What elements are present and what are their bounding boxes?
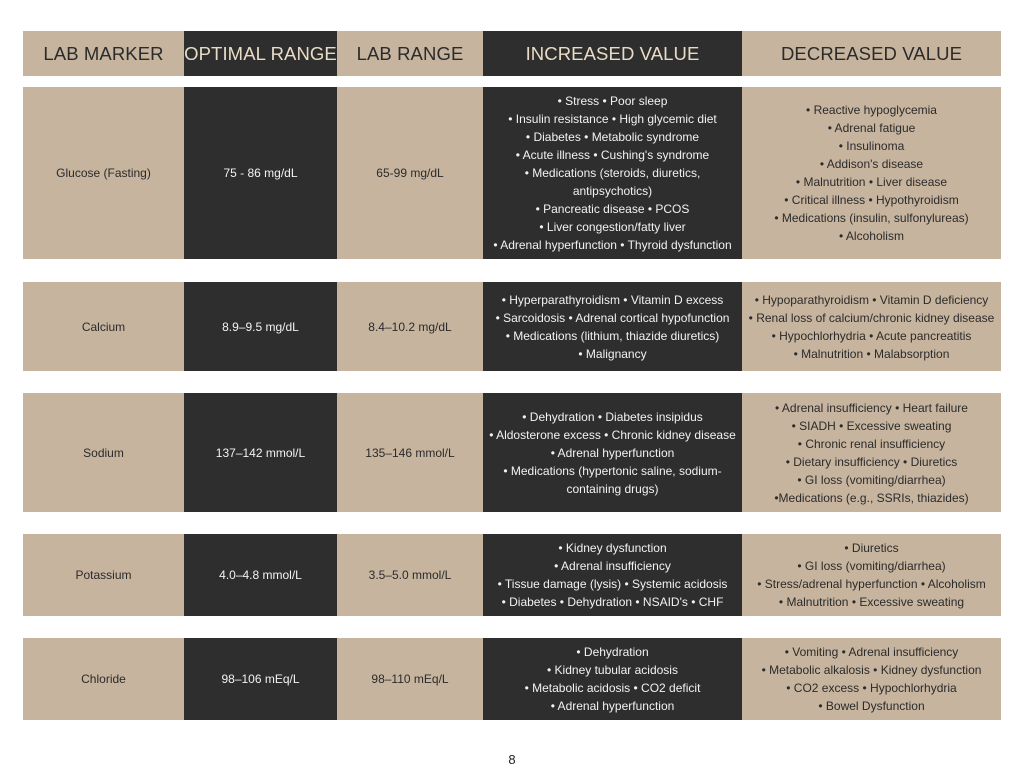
lab-marker-cell: Glucose (Fasting) [23, 87, 184, 259]
list-item: • Vomiting • Adrenal insufficiency [784, 645, 959, 659]
lab-range-cell: 135–146 mmol/L [337, 393, 483, 512]
table-row [23, 87, 1001, 259]
increased-value-cell [483, 393, 742, 512]
optimal-range-cell: 137–142 mmol/L [184, 393, 337, 512]
list-item: • Medications (insulin, sulfonylureas) [774, 211, 969, 225]
list-item: • Renal loss of calcium/chronic kidney disease [748, 310, 995, 325]
list-item: • Hypoparathyroidism • Vitamin D deficiency [754, 292, 989, 307]
list-item: • Kidney dysfunction [558, 541, 667, 555]
lab-marker-cell: Chloride [23, 638, 184, 720]
list-item: • Critical illness • Hypothyroidism [784, 193, 959, 207]
optimal-range-cell: 4.0–4.8 mmol/L [184, 534, 337, 616]
list-item: • Malnutrition • Malabsorption [793, 346, 950, 361]
list-item: • Tissue damage (lysis) • Systemic acidosis [497, 577, 728, 591]
header-lab-marker: LAB MARKER [23, 31, 184, 76]
table-row [23, 393, 1001, 512]
list-item: • Diabetes • Metabolic syndrome [525, 130, 700, 144]
list-item: • Dietary insufficiency • Diuretics [785, 454, 958, 469]
list-item: • Kidney tubular acidosis [547, 663, 678, 677]
list-item: • Insulinoma [838, 139, 905, 153]
table-header-row [23, 31, 1001, 76]
list-item: • Adrenal hyperfunction [550, 699, 675, 713]
optimal-range-cell: 98–106 mEq/L [184, 638, 337, 720]
list-item: antipsychotics) [572, 184, 653, 198]
optimal-range-cell: 75 - 86 mg/dL [184, 87, 337, 259]
list-item: • Hyperparathyroidism • Vitamin D excess [501, 292, 724, 307]
decreased-value-cell [742, 282, 1001, 371]
list-item: • Adrenal insufficiency • Heart failure [775, 400, 968, 415]
list-item: • Malnutrition • Excessive sweating [778, 595, 965, 609]
lab-marker-cell: Sodium [23, 393, 184, 512]
list-item: •Medications (e.g., SSRIs, thiazides) [774, 490, 969, 505]
list-item: • Sarcoidosis • Adrenal cortical hypofunction [495, 310, 730, 325]
decreased-value-cell [742, 87, 1001, 259]
list-item: • GI loss (vomiting/diarrhea) [797, 472, 946, 487]
list-item: • Pancreatic disease • PCOS [535, 202, 690, 216]
increased-value-cell [483, 534, 742, 616]
lab-marker-cell: Potassium [23, 534, 184, 616]
list-item: • Dehydration [576, 645, 649, 659]
list-item: • Adrenal hyperfunction [550, 445, 675, 460]
list-item: • GI loss (vomiting/diarrhea) [797, 559, 946, 573]
lab-marker-cell: Calcium [23, 282, 184, 371]
lab-range-cell: 65-99 mg/dL [337, 87, 483, 259]
list-item: • Stress/adrenal hyperfunction • Alcoholism [757, 577, 986, 591]
optimal-range-cell: 8.9–9.5 mg/dL [184, 282, 337, 371]
list-item: • Metabolic alkalosis • Kidney dysfunction [761, 663, 982, 677]
list-item: • SIADH • Excessive sweating [791, 418, 952, 433]
list-item: • Malignancy [578, 346, 647, 361]
list-item: • Medications (hypertonic saline, sodium- [503, 463, 722, 478]
page-number: 8 [508, 752, 516, 767]
list-item: • Liver congestion/fatty liver [539, 220, 686, 234]
list-item: • Alcoholism [839, 229, 904, 243]
increased-value-cell [483, 638, 742, 720]
list-item: • Acute illness • Cushing's syndrome [515, 148, 710, 162]
list-item: • Metabolic acidosis • CO2 deficit [524, 681, 701, 695]
table-row [23, 534, 1001, 616]
list-item: • Dehydration • Diabetes insipidus [522, 409, 703, 424]
header-lab-range: LAB RANGE [337, 31, 483, 76]
list-item: • Hypochlorhydria • Acute pancreatitis [771, 328, 972, 343]
list-item: • Diuretics [844, 541, 899, 555]
list-item: • Medications (steroids, diuretics, [524, 166, 701, 180]
list-item: • Bowel Dysfunction [818, 699, 925, 713]
list-item: • Malnutrition • Liver disease [795, 175, 948, 189]
table-row [23, 282, 1001, 371]
header-optimal-range: OPTIMAL RANGE [184, 31, 337, 76]
list-item: • Aldosterone excess • Chronic kidney disease [489, 427, 736, 442]
header-decreased-value: DECREASED VALUE [742, 31, 1001, 76]
decreased-value-cell [742, 638, 1001, 720]
list-item: • Reactive hypoglycemia [806, 103, 937, 117]
header-increased-value: INCREASED VALUE [483, 31, 742, 76]
list-item: • Insulin resistance • High glycemic diet [508, 112, 717, 126]
lab-range-cell: 8.4–10.2 mg/dL [337, 282, 483, 371]
list-item: • Diabetes • Dehydration • NSAID's • CHF [501, 595, 724, 609]
increased-value-cell [483, 282, 742, 371]
increased-value-cell [483, 87, 742, 259]
list-item: containing drugs) [566, 481, 659, 496]
list-item: • Stress • Poor sleep [557, 94, 668, 108]
list-item: • Chronic renal insufficiency [797, 436, 946, 451]
list-item: • Adrenal insufficiency [554, 559, 671, 573]
lab-range-cell: 3.5–5.0 mmol/L [337, 534, 483, 616]
lab-range-cell: 98–110 mEq/L [337, 638, 483, 720]
list-item: • Adrenal fatigue [827, 121, 916, 135]
decreased-value-cell [742, 534, 1001, 616]
list-item: • Addison's disease [819, 157, 924, 171]
decreased-value-cell [742, 393, 1001, 512]
list-item: • Medications (lithium, thiazide diuretics) [505, 328, 720, 343]
list-item: • Adrenal hyperfunction • Thyroid dysfunction [493, 238, 732, 252]
table-row [23, 638, 1001, 720]
list-item: • CO2 excess • Hypochlorhydria [786, 681, 957, 695]
